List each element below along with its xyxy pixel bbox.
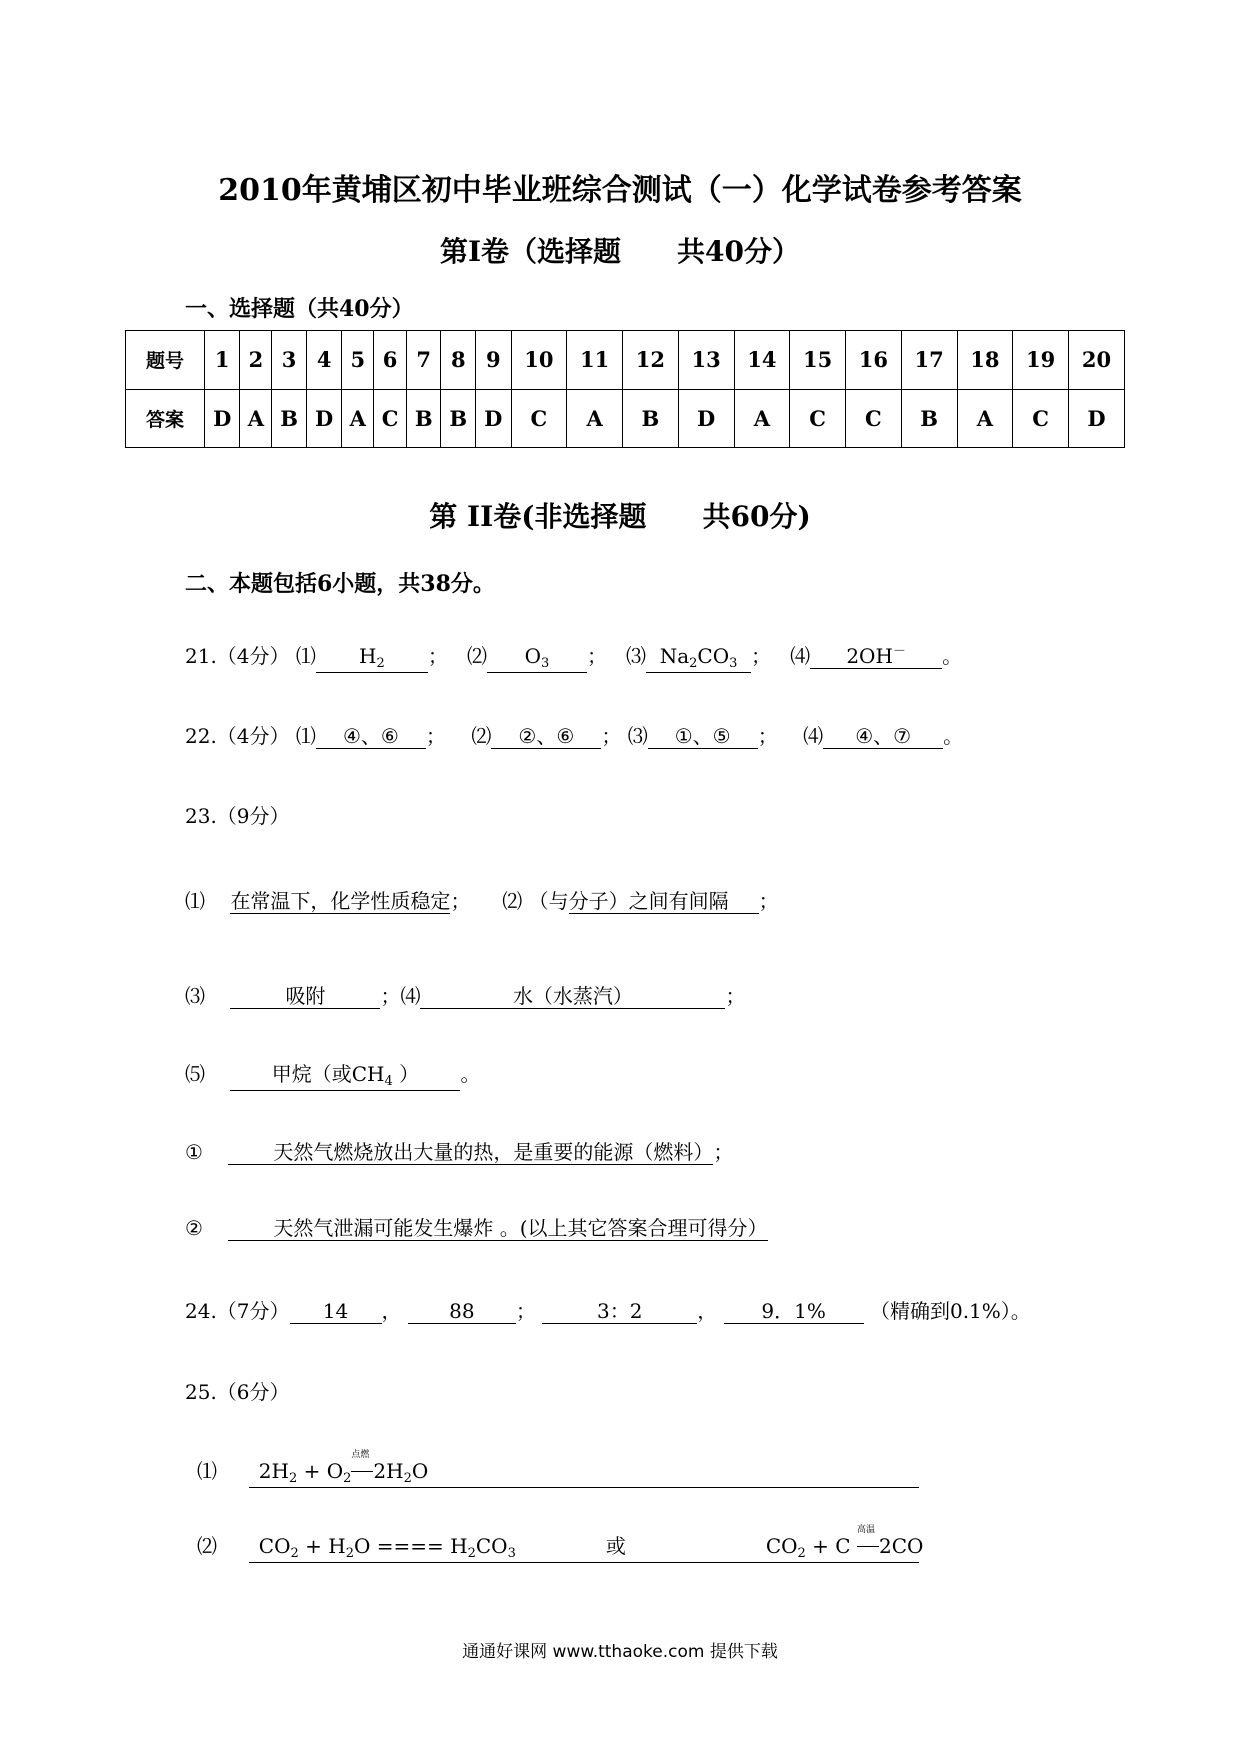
q23-answer-3: 吸附 — [230, 985, 380, 1009]
q21-answer-1 — [316, 645, 428, 673]
formula-subscript: 4 — [384, 1074, 393, 1089]
formula-text: 2CO — [878, 1534, 924, 1558]
formula-text: O — [524, 644, 542, 668]
formula-subscript: 2 — [290, 1546, 299, 1561]
question-number: 7 — [406, 331, 441, 390]
formula-text: 2OH — [846, 644, 893, 668]
q25-line-2 — [197, 1525, 924, 1563]
part-marker: ⑴ — [295, 724, 316, 748]
answer-cell: C — [846, 389, 902, 448]
formula-text: 2H — [258, 1459, 289, 1483]
answer-cell: A — [957, 389, 1013, 448]
formula-text: 2H — [373, 1459, 404, 1483]
question-number: 14 — [734, 331, 790, 390]
question-number: 17 — [901, 331, 957, 390]
part-marker: ⑸ — [185, 1062, 205, 1086]
formula-text: CO — [697, 644, 730, 668]
q25-line-1 — [197, 1450, 919, 1488]
q25-equation-2 — [249, 1525, 924, 1563]
part-marker: ⑷ — [400, 984, 421, 1008]
question-number: 13 — [678, 331, 734, 390]
answer-cell: A — [734, 389, 790, 448]
question-number: 19 — [1013, 331, 1069, 390]
q23-label: 23.（9分） — [185, 804, 290, 828]
reaction-condition — [856, 1525, 879, 1558]
q23-answer-1: 在常温下，化学性质稳定 — [230, 889, 451, 913]
formula-superscript: － — [892, 644, 906, 659]
terminator: 。 — [460, 1062, 481, 1086]
item-marker: ② — [185, 1216, 203, 1240]
q23-line-1 — [185, 885, 779, 914]
reaction-condition — [351, 1450, 373, 1483]
formula-text: O ==== H — [353, 1534, 468, 1558]
part-marker: ⑵ — [502, 889, 523, 913]
question-number: 8 — [441, 331, 476, 390]
formula-text: H — [359, 644, 377, 668]
q24-answer-2: 88 — [408, 1300, 516, 1324]
q25-equation-1 — [249, 1450, 919, 1488]
separator: ； — [380, 984, 401, 1008]
answer-cell: D — [678, 389, 734, 448]
separator: ； — [758, 889, 779, 913]
q23-answer-7: 天然气泄漏可能发生爆炸 。(以上其它答案合理可得分） — [228, 1217, 767, 1241]
answer-cell: A — [567, 389, 623, 448]
q21-label: 21.（4分） — [185, 644, 290, 668]
formula-subscript: 3 — [507, 1546, 516, 1561]
formula-subscript: 2 — [345, 1546, 354, 1561]
part-marker: ⑷ — [790, 644, 811, 668]
q23-line-2 — [185, 980, 745, 1009]
part-marker: ⑶ — [627, 724, 648, 748]
condition-label: 点燃 — [351, 1450, 370, 1460]
question-number: 10 — [511, 331, 567, 390]
part-marker: ⑵ — [466, 644, 487, 668]
formula-text: Na — [659, 644, 690, 668]
part-marker: ⑴ — [295, 644, 316, 668]
answer-cell: D — [1069, 389, 1125, 448]
question-number: 6 — [374, 331, 407, 390]
part2-heading: 第 II卷(非选择题 共60分) — [429, 500, 811, 533]
condition-label: 高温 — [856, 1525, 875, 1535]
formula-text: CO — [765, 1534, 798, 1558]
separator: ； — [450, 889, 471, 913]
answer-cell: B — [901, 389, 957, 448]
question-number: 11 — [567, 331, 623, 390]
q24-answer-4: 9．1% — [724, 1300, 864, 1324]
formula-text: CO — [258, 1534, 291, 1558]
separator: ； — [427, 644, 448, 668]
question-number: 4 — [306, 331, 341, 390]
answer-cell: B — [623, 389, 679, 448]
q23-line-3 — [185, 1058, 480, 1091]
q23-answer-6: 天然气燃烧放出大量的热，是重要的能源（燃料） — [228, 1141, 713, 1165]
question-number: 9 — [476, 331, 511, 390]
question-number: 2 — [240, 331, 272, 390]
part-marker: ⑴ — [185, 889, 205, 913]
formula-subscript: 3 — [729, 656, 738, 671]
q24-label: 24.（7分） — [185, 1299, 290, 1323]
part-marker: ⑵ — [197, 1534, 217, 1558]
part-marker: ⑷ — [803, 724, 824, 748]
answer-cell: D — [476, 389, 511, 448]
terminator: 。 — [943, 724, 964, 748]
separator: ； — [751, 644, 772, 668]
answer-cell: A — [240, 389, 272, 448]
separator: ； — [757, 724, 778, 748]
q23-line-5 — [185, 1216, 768, 1241]
formula-subscript: 3 — [541, 656, 550, 671]
separator: ； — [713, 1140, 734, 1164]
q22-answer-4: ④、⑦ — [823, 725, 943, 749]
formula-subscript: 2 — [376, 656, 385, 671]
question-number: 1 — [205, 331, 240, 390]
q21-line — [185, 640, 962, 673]
question-number: 12 — [623, 331, 679, 390]
q24-answer-3: 3：2 — [542, 1300, 697, 1324]
q21-answer-4 — [810, 645, 942, 669]
formula-subscript: 2 — [689, 656, 698, 671]
answer-cell: A — [342, 389, 374, 448]
footer-credit: 通通好课网 www.tthaoke.com 提供下载 — [462, 1642, 778, 1662]
section1-heading: 一、选择题（共40分） — [185, 296, 414, 322]
question-number: 3 — [272, 331, 307, 390]
formula-text: + O — [297, 1459, 344, 1483]
separator: ； — [425, 724, 446, 748]
part-marker: ⑵ — [471, 724, 492, 748]
q23-answer-5 — [230, 1063, 460, 1091]
q24-note: （精确到0.1%）。 — [869, 1299, 1031, 1323]
q24-line: 24.（7分） 14 ， 88 ； 3：2 ， 9．1% （精确到0.1%）。 — [185, 1299, 1031, 1323]
q22-answer-3: ①、⑤ — [648, 725, 758, 749]
q24-answer-1: 14 — [290, 1300, 382, 1324]
answer-cell: D — [306, 389, 341, 448]
table-row-numbers — [126, 331, 1125, 390]
q23-answer-2: 分子）之间有间隔 — [569, 890, 759, 914]
q21-answer-2 — [487, 645, 587, 673]
answer-prefix: （与 — [528, 889, 569, 913]
question-number: 16 — [846, 331, 902, 390]
answer-cell: B — [406, 389, 441, 448]
separator: ； — [586, 644, 607, 668]
q21-answer-3 — [646, 645, 751, 673]
table-row-answers — [126, 389, 1125, 448]
answer-cell: C — [374, 389, 407, 448]
terminator: 。 — [942, 644, 963, 668]
formula-text: + H — [298, 1534, 346, 1558]
item-marker: ① — [185, 1140, 203, 1164]
part-marker: ⑶ — [626, 644, 647, 668]
separator: ； — [601, 724, 622, 748]
row-label-number: 题号 — [126, 331, 205, 390]
separator: ； — [725, 984, 746, 1008]
formula-text: CO — [475, 1534, 508, 1558]
formula-subscript: 2 — [403, 1471, 412, 1486]
part1-heading: 第Ⅰ卷（选择题 共40分） — [439, 235, 801, 268]
q23-line-4 — [185, 1136, 733, 1165]
answer-cell: B — [272, 389, 307, 448]
answer-cell: C — [511, 389, 567, 448]
q23-answer-4: 水（水蒸汽） — [420, 985, 725, 1009]
part-marker: ⑴ — [197, 1459, 217, 1483]
question-number: 15 — [790, 331, 846, 390]
question-number: 20 — [1069, 331, 1125, 390]
row-label-answer: 答案 — [126, 389, 205, 448]
formula-text: + C — [805, 1534, 857, 1558]
or-text: 或 — [605, 1534, 626, 1558]
q22-answer-1: ④、⑥ — [316, 725, 426, 749]
reaction-arrow — [351, 1471, 373, 1472]
reaction-arrow — [857, 1546, 879, 1547]
q22-line — [185, 720, 963, 749]
q22-answer-2: ②、⑥ — [491, 725, 601, 749]
answer-cell: B — [441, 389, 476, 448]
answer-text: 甲烷（或CH — [271, 1062, 385, 1086]
formula-text: O — [411, 1459, 429, 1483]
question-number: 18 — [957, 331, 1013, 390]
formula-subscript: 2 — [797, 1546, 806, 1561]
q22-label: 22.（4分） — [185, 724, 290, 748]
answer-cell: D — [205, 389, 240, 448]
formula-subscript: 2 — [343, 1471, 352, 1486]
document-title: 2010年黄埔区初中毕业班综合测试（一）化学试卷参考答案 — [218, 173, 1022, 208]
q25-label: 25.（6分） — [185, 1380, 290, 1404]
formula-subscript: 2 — [467, 1546, 476, 1561]
part-marker: ⑶ — [185, 984, 205, 1008]
answer-table — [125, 330, 1125, 448]
section2-heading: 二、本题包括6小题，共38分。 — [185, 571, 495, 597]
answer-cell: C — [1013, 389, 1069, 448]
answer-text: ） — [392, 1062, 420, 1086]
question-number: 5 — [342, 331, 374, 390]
formula-subscript: 2 — [288, 1471, 298, 1486]
answer-cell: C — [790, 389, 846, 448]
